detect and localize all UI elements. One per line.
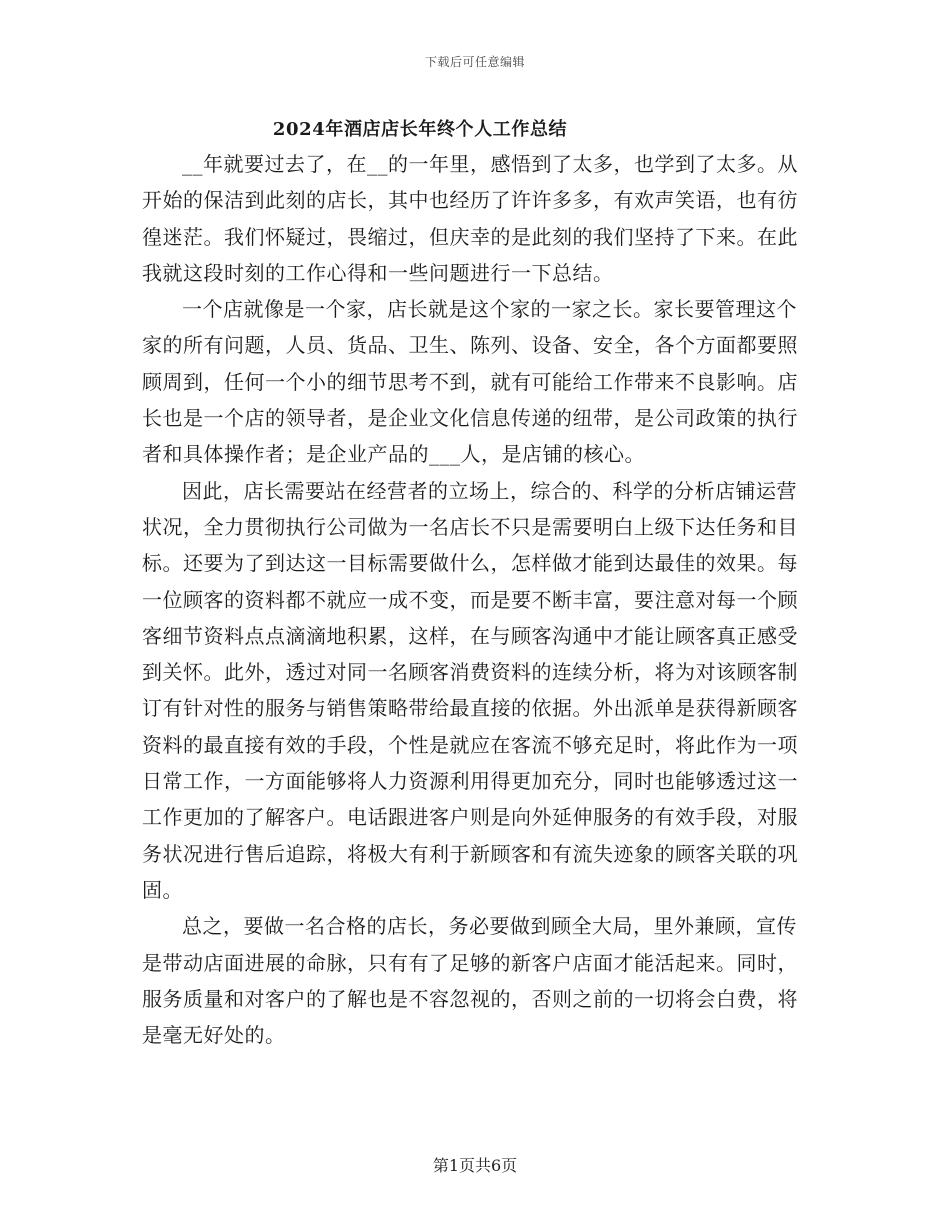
document-body [142, 146, 807, 1053]
document-title: 2024年酒店店长年终个人工作总结 [272, 119, 568, 140]
paragraph-3: 因此，店长需要站在经营者的立场上，综合的、科学的分析店铺运营状况，全力贯彻执行公司做为一名店长不只是需要明白上级下达任务和目标。还要为了到达这一目标需要做什么，怎样做才能到达最佳的效果。每一位顾客的资料都不就应一成不变，而是要不断丰富，要注意对每一个顾客细节资料点点滴滴地积累，这样，在与顾客沟通中才能让顾客真正感受到关怀。此外，透过对同一名顾客消费资料的连续分析，将为对该顾客制订有针对性的服务与销售策略带给最直接的依据。外出派单是获得新顾客资料的最直接有效的手段，个性是就应在客流不够充足时，将此作为一项日常工作，一方面能够将人力资源利用得更加充分，同时也能够透过这一工作更加的了解客户。电话跟进客户则是向外延伸服务的有效手段，对服务状况进行售后追踪，将极大有利于新顾客和有流失迹象的顾客关联的巩固。 [142, 478, 798, 902]
page-indicator: 第1页共6页 [432, 1156, 518, 1175]
paragraph-1: __年就要过去了，在__的一年里，感悟到了太多，也学到了太多。从开始的保洁到此刻的店长，其中也经历了许许多多，有欢声笑语，也有彷徨迷茫。我们怀疑过，畏缩过，但庆幸的是此刻的我们坚持了下来。在此我就这段时刻的工作心得和一些问题进行一下总结。 [142, 152, 798, 285]
header-note: 下载后可任意编辑 [424, 55, 525, 69]
paragraph-2: 一个店就像是一个家，店长就是这个家的一家之长。家长要管理这个家的所有问题，人员、货品、卫生、陈列、设备、安全，各个方面都要照顾周到，任何一个小的细节思考不到，就有可能给工作带来不良影响。店长也是一个店的领导者，是企业文化信息传递的纽带，是公司政策的执行者和具体操作者；是企业产品的___人，是店铺的核心。 [142, 297, 798, 467]
paragraph-4: 总之，要做一名合格的店长，务必要做到顾全大局，里外兼顾，宣传是带动店面进展的命脉，只有有了足够的新客户店面才能活起来。同时，服务质量和对客户的了解也是不容忽视的，否则之前的一切将会白费，将是毫无好处的。 [142, 914, 798, 1048]
